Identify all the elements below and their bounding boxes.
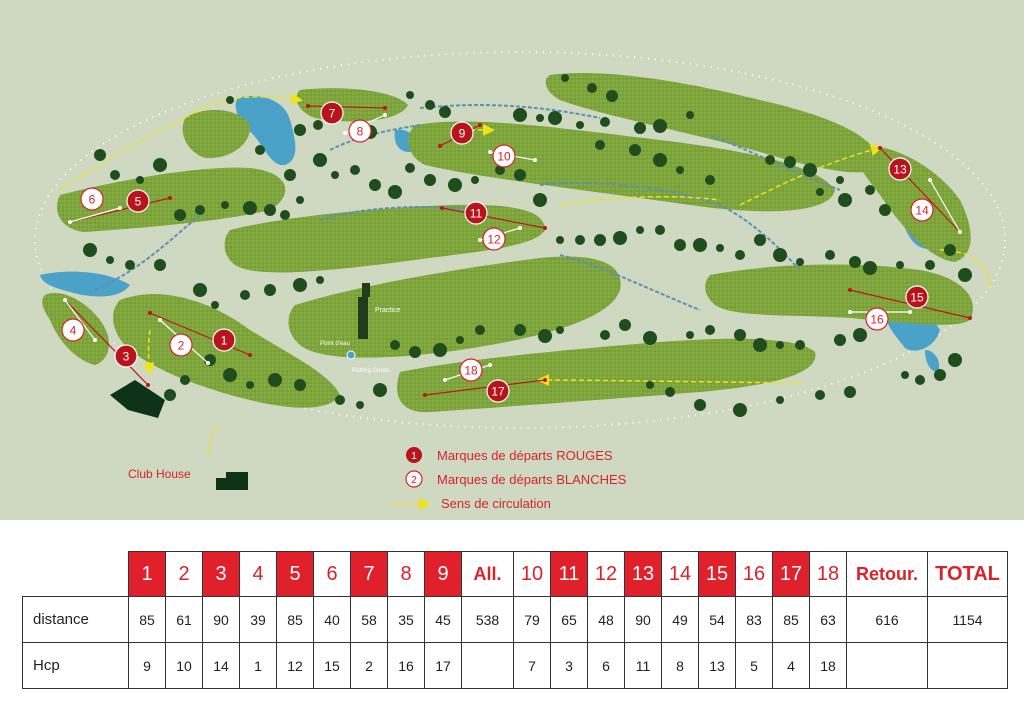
tree (606, 90, 618, 102)
hole-number-15: 15 (910, 290, 924, 305)
legend-white-number: 2 (411, 475, 417, 486)
header-cell-18: 18 (810, 552, 847, 597)
header-cell-all: All. (462, 552, 514, 597)
tree (136, 176, 144, 184)
tree (594, 234, 606, 246)
distance-cell: 616 (847, 597, 928, 643)
tree (513, 108, 527, 122)
tree (694, 399, 706, 411)
tree (350, 165, 360, 175)
tree (925, 260, 935, 270)
legend (392, 447, 627, 511)
tee-marker-dot (968, 316, 972, 320)
hcp-cell: 16 (388, 643, 425, 689)
tee-marker-dot (168, 196, 172, 200)
tree (425, 100, 435, 110)
hole-number-12: 12 (487, 232, 501, 247)
point-eau-label: Point d'eau (320, 341, 350, 347)
legend-white-text: Marques de départs BLANCHES (437, 472, 627, 487)
distance-cell: 63 (810, 597, 847, 643)
tree (653, 119, 667, 133)
tree (836, 176, 844, 184)
tree (433, 343, 447, 357)
tree (816, 188, 824, 196)
hcp-cell: 17 (425, 643, 462, 689)
tree (901, 371, 909, 379)
hcp-cell: 3 (551, 643, 588, 689)
tee-marker-dot (518, 226, 522, 230)
hole-number-14: 14 (915, 203, 929, 218)
tree (226, 96, 234, 104)
tree (514, 324, 526, 336)
tree (733, 403, 747, 417)
hcp-cell: 12 (277, 643, 314, 689)
header-cell-10: 10 (514, 552, 551, 597)
tee-marker-dot (93, 338, 97, 342)
hole-number-18: 18 (464, 363, 478, 378)
tree (600, 117, 610, 127)
tree (221, 201, 229, 209)
hole-number-9: 9 (458, 126, 466, 141)
tree (815, 390, 825, 400)
distance-cell: 90 (625, 597, 662, 643)
header-row (23, 552, 1008, 597)
tree (424, 174, 436, 186)
tree (653, 153, 667, 167)
tree (776, 396, 784, 404)
hole-number-11: 11 (469, 206, 483, 221)
tee-marker-dot (383, 113, 387, 117)
tree (853, 328, 867, 342)
tee-marker-dot (343, 131, 347, 135)
distance-row (23, 597, 1008, 643)
hcp-cell (928, 643, 1008, 689)
tee-marker-dot (148, 311, 152, 315)
distance-cell: 85 (129, 597, 166, 643)
tree (556, 236, 564, 244)
distance-cell: 90 (203, 597, 240, 643)
tree (533, 193, 547, 207)
header-cell-2: 2 (166, 552, 203, 597)
tree (335, 395, 345, 405)
tree (471, 176, 479, 184)
tree (595, 140, 605, 150)
tee-marker-dot (438, 144, 442, 148)
tree (405, 163, 415, 173)
scorecard-table (22, 551, 1008, 689)
distance-cell: 35 (388, 597, 425, 643)
tree (193, 283, 207, 297)
tree (795, 340, 805, 350)
tree (294, 379, 306, 391)
header-cell-16: 16 (736, 552, 773, 597)
hcp-cell: 4 (773, 643, 810, 689)
tee-marker-dot (478, 123, 482, 127)
tree (613, 231, 627, 245)
tree (561, 74, 569, 82)
distance-cell: 65 (551, 597, 588, 643)
tree (388, 185, 402, 199)
header-cell-7: 7 (351, 552, 388, 597)
tree (665, 387, 675, 397)
tee-marker-dot (848, 288, 852, 292)
tree (958, 268, 972, 282)
tee-marker-dot (543, 378, 547, 382)
tee-marker-dot (423, 393, 427, 397)
tee-marker-dot (146, 383, 150, 387)
distance-cell: 54 (699, 597, 736, 643)
tree (293, 278, 307, 292)
hcp-cell: 10 (166, 643, 203, 689)
tree (331, 171, 339, 179)
tree (195, 205, 205, 215)
tree (406, 91, 414, 99)
tee-marker-dot (158, 318, 162, 322)
tree (934, 369, 946, 381)
hole-number-16: 16 (870, 312, 884, 327)
hcp-cell: 13 (699, 643, 736, 689)
tree (716, 244, 724, 252)
tree (369, 179, 381, 191)
hole-number-2: 2 (177, 338, 185, 353)
tree (536, 114, 544, 122)
header-cell-6: 6 (314, 552, 351, 597)
tree (634, 122, 646, 134)
tree (705, 325, 715, 335)
tee-marker-dot (533, 158, 537, 162)
tree (765, 155, 775, 165)
hcp-cell: 8 (662, 643, 699, 689)
tree (686, 331, 694, 339)
tee-marker-dot (118, 206, 122, 210)
tree (575, 235, 585, 245)
distance-cell: 85 (277, 597, 314, 643)
header-cell-retour: Retour. (847, 552, 928, 597)
header-cell-9: 9 (425, 552, 462, 597)
tree (865, 185, 875, 195)
tree (676, 166, 684, 174)
tree (556, 326, 564, 334)
corner-cell (23, 552, 129, 597)
tee-marker-dot (908, 310, 912, 314)
tree (439, 106, 451, 118)
hcp-cell: 6 (588, 643, 625, 689)
tree (94, 149, 106, 161)
tee-marker-dot (440, 206, 444, 210)
tree (705, 175, 715, 185)
tee-marker-dot (206, 361, 210, 365)
tree (223, 368, 237, 382)
practice-label: Practice (375, 307, 401, 314)
tree (538, 329, 552, 343)
tree (154, 259, 166, 271)
tree (735, 250, 745, 260)
tree (106, 256, 114, 264)
tee-marker-dot (478, 238, 482, 242)
tee-marker-dot (443, 378, 447, 382)
tree (948, 353, 962, 367)
hcp-cell: 9 (129, 643, 166, 689)
legend-red-number: 1 (411, 451, 417, 462)
tree (863, 261, 877, 275)
tree (646, 381, 654, 389)
header-cell-3: 3 (203, 552, 240, 597)
tree (693, 238, 707, 252)
header-cell-11: 11 (551, 552, 588, 597)
tree (110, 170, 120, 180)
tree (548, 111, 562, 125)
tree (754, 234, 766, 246)
hcp-cell: 1 (240, 643, 277, 689)
header-cell-12: 12 (588, 552, 625, 597)
tree (619, 319, 631, 331)
header-cell-total: TOTAL (928, 552, 1008, 597)
tree (896, 261, 904, 269)
tree (834, 334, 846, 346)
hole-number-3: 3 (122, 349, 130, 364)
tree (409, 346, 421, 358)
header-cell-17: 17 (773, 552, 810, 597)
hole-number-8: 8 (356, 124, 364, 139)
tree (825, 250, 835, 260)
tee-marker-dot (488, 363, 492, 367)
tee-marker-dot (63, 298, 67, 302)
tree (803, 163, 817, 177)
distance-cell: 58 (351, 597, 388, 643)
tree (284, 169, 296, 181)
tee-marker-dot (488, 150, 492, 154)
legend-arrow-text: Sens de circulation (441, 496, 551, 511)
tree (164, 389, 176, 401)
tree (844, 386, 856, 398)
hcp-cell: 14 (203, 643, 240, 689)
tree (294, 124, 306, 136)
tree (240, 290, 250, 300)
tree (268, 373, 282, 387)
tree (734, 329, 746, 341)
tree (243, 201, 257, 215)
distance-cell: 49 (662, 597, 699, 643)
tree (296, 196, 304, 204)
tree (838, 193, 852, 207)
header-cell-1: 1 (129, 552, 166, 597)
tree (587, 83, 597, 93)
header-cell-8: 8 (388, 552, 425, 597)
hole-number-17: 17 (491, 384, 505, 399)
tee-marker-dot (248, 353, 252, 357)
tee-marker-dot (928, 178, 932, 182)
distance-label: distance (23, 597, 129, 643)
tree (514, 169, 526, 181)
header-cell-13: 13 (625, 552, 662, 597)
tree (576, 121, 584, 129)
hcp-cell: 7 (514, 643, 551, 689)
header-cell-5: 5 (277, 552, 314, 597)
tree (246, 381, 254, 389)
hcp-row (23, 643, 1008, 689)
tree (255, 145, 265, 155)
tree (643, 331, 657, 345)
tree (356, 401, 364, 409)
hcp-cell: 11 (625, 643, 662, 689)
tree (83, 243, 97, 257)
putting-green-label: Putting Green (352, 368, 390, 374)
tree (686, 111, 694, 119)
tree (796, 258, 804, 266)
hole-number-7: 7 (328, 106, 336, 121)
fairways (42, 73, 973, 412)
hole-number-5: 5 (134, 194, 142, 209)
tree (879, 204, 891, 216)
tree (915, 375, 925, 385)
tee-marker-dot (878, 146, 882, 150)
tree (600, 330, 610, 340)
distance-cell: 45 (425, 597, 462, 643)
legend-red-text: Marques de départs ROUGES (437, 448, 613, 463)
hcp-cell (462, 643, 514, 689)
tree (204, 354, 216, 366)
distance-cell: 538 (462, 597, 514, 643)
distance-cell: 40 (314, 597, 351, 643)
tree (456, 336, 464, 344)
tree (944, 244, 956, 256)
tree (773, 248, 787, 262)
tree (174, 209, 186, 221)
hcp-cell: 2 (351, 643, 388, 689)
tree (211, 301, 219, 309)
distance-cell: 85 (773, 597, 810, 643)
tee-marker-dot (68, 220, 72, 224)
tree (180, 375, 190, 385)
tree (264, 284, 276, 296)
tree (776, 341, 784, 349)
tree (390, 340, 400, 350)
tree (448, 178, 462, 192)
tee-marker-dot (383, 106, 387, 110)
tree (674, 239, 686, 251)
hcp-cell: 18 (810, 643, 847, 689)
distance-cell: 79 (514, 597, 551, 643)
tee-marker-dot (306, 104, 310, 108)
hcp-label: Hcp (23, 643, 129, 689)
tree (264, 204, 276, 216)
tree (313, 153, 327, 167)
tee-marker-dot (848, 310, 852, 314)
hcp-cell: 5 (736, 643, 773, 689)
hcp-cell: 15 (314, 643, 351, 689)
header-cell-15: 15 (699, 552, 736, 597)
hole-number-6: 6 (88, 192, 96, 207)
tree (313, 120, 323, 130)
tree (655, 225, 665, 235)
header-cell-4: 4 (240, 552, 277, 597)
distance-cell: 61 (166, 597, 203, 643)
distance-cell: 48 (588, 597, 625, 643)
distance-cell: 1154 (928, 597, 1008, 643)
club-house-label: Club House (128, 467, 191, 481)
tree (373, 383, 387, 397)
tee-marker-dot (958, 230, 962, 234)
distance-cell: 83 (736, 597, 773, 643)
tree (784, 156, 796, 168)
distance-cell: 39 (240, 597, 277, 643)
tree (125, 260, 135, 270)
club-house (110, 380, 248, 490)
tree (316, 276, 324, 284)
hole-number-13: 13 (893, 162, 907, 177)
hole-number-4: 4 (69, 323, 77, 338)
hole-number-10: 10 (497, 149, 511, 164)
tree (753, 338, 767, 352)
tree (475, 325, 485, 335)
hole-number-1: 1 (220, 333, 228, 348)
tree (629, 144, 641, 156)
tree (636, 226, 644, 234)
tree (280, 210, 290, 220)
header-cell-14: 14 (662, 552, 699, 597)
tree (153, 158, 167, 172)
tee-marker-dot (543, 226, 547, 230)
hcp-cell (847, 643, 928, 689)
tree (849, 256, 861, 268)
